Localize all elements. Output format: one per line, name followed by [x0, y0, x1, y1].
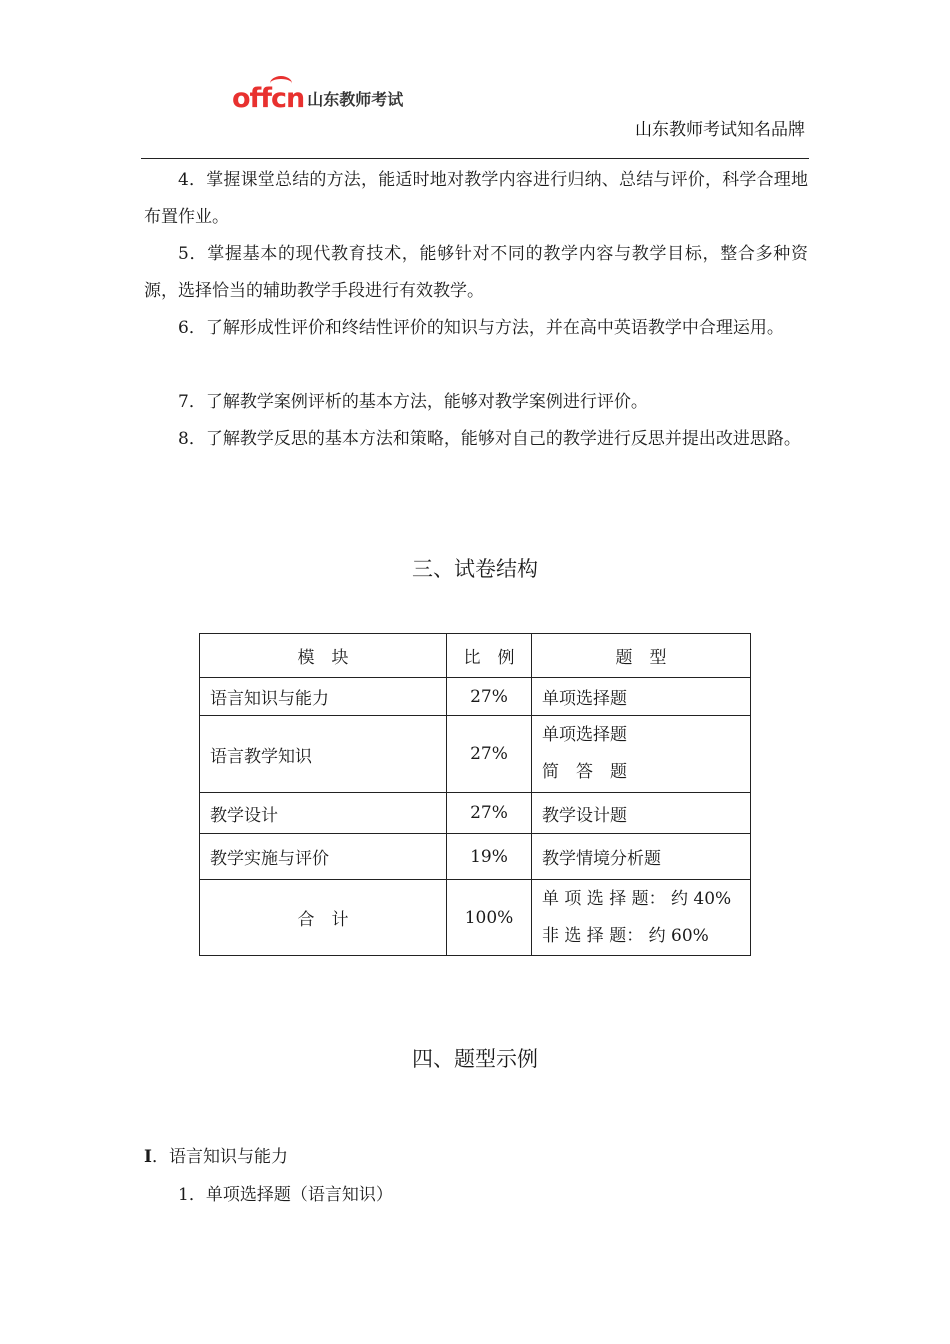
header-rule — [141, 158, 809, 159]
total-type-cell — [532, 880, 751, 956]
total-module-cell: 合 计 — [200, 880, 447, 956]
module-cell: 语言教学知识 — [200, 716, 447, 793]
offcn-logo-mark — [232, 85, 304, 112]
part-label: 语言知识与能力 — [168, 1147, 288, 1167]
type-cell: 教学情境分析题 — [532, 834, 751, 880]
ratio-cell: 27% — [447, 716, 532, 793]
type-cell: 单项选择题 — [532, 678, 751, 716]
module-cell: 教学实施与评价 — [200, 834, 447, 880]
table-total-row — [200, 880, 751, 956]
paragraph-7: 7．了解教学案例评析的基本方法，能够对教学案例进行评价。 — [178, 392, 648, 412]
exam-structure-table — [199, 633, 751, 956]
part-numeral: I — [144, 1147, 152, 1167]
ratio-cell: 27% — [447, 678, 532, 716]
offcn-logo — [232, 78, 403, 112]
logo-text: 山东教师考试 — [307, 90, 404, 109]
table-row — [200, 793, 751, 834]
paragraph-8: 8．了解教学反思的基本方法和策略，能够对自己的教学进行反思并提出改进思路。 — [178, 429, 801, 449]
paragraph-5: 5．掌握基本的现代教育技术，能够针对不同的教学内容与教学目标，整合多种资源，选择恰当的辅助教学手段进行有效教学。 — [144, 244, 808, 301]
module-cell: 教学设计 — [200, 793, 447, 834]
paragraph-6: 6．了解形成性评价和终结性评价的知识与方法，并在高中英语教学中合理运用。 — [178, 318, 784, 338]
brand-slogan: 山东教师考试知名品牌 — [635, 120, 805, 140]
table-row — [200, 716, 751, 793]
part-heading: I．语言知识与能力 — [144, 1147, 288, 1167]
logo-brand-text: offcn — [232, 83, 305, 114]
type-line: 简 答 题 — [542, 762, 627, 782]
total-type-line: 单 项 选 择 题： 约 40% — [542, 888, 732, 909]
item-heading: 1．单项选择题（语言知识） — [178, 1185, 393, 1205]
header-module: 模 块 — [200, 634, 447, 678]
type-cell: 教学设计题 — [532, 793, 751, 834]
logo-arc-icon — [270, 76, 292, 91]
total-ratio-cell: 100% — [447, 880, 532, 956]
total-type-line: 非 选 择 题： 约 60% — [542, 925, 709, 946]
section-title-structure: 三、试卷结构 — [412, 557, 538, 581]
ratio-cell: 27% — [447, 793, 532, 834]
ratio-cell: 19% — [447, 834, 532, 880]
paragraph-4: 4．掌握课堂总结的方法，能适时地对教学内容进行归纳、总结与评价，科学合理地布置作业。 — [144, 170, 808, 227]
section-title-examples: 四、题型示例 — [412, 1047, 538, 1071]
table-header-row — [200, 634, 751, 678]
type-line: 单项选择题 — [542, 725, 627, 745]
table-row — [200, 678, 751, 716]
module-cell: 语言知识与能力 — [200, 678, 447, 716]
header-type: 题 型 — [532, 634, 751, 678]
header-ratio: 比 例 — [447, 634, 532, 678]
type-cell — [532, 716, 751, 793]
table-row — [200, 834, 751, 880]
